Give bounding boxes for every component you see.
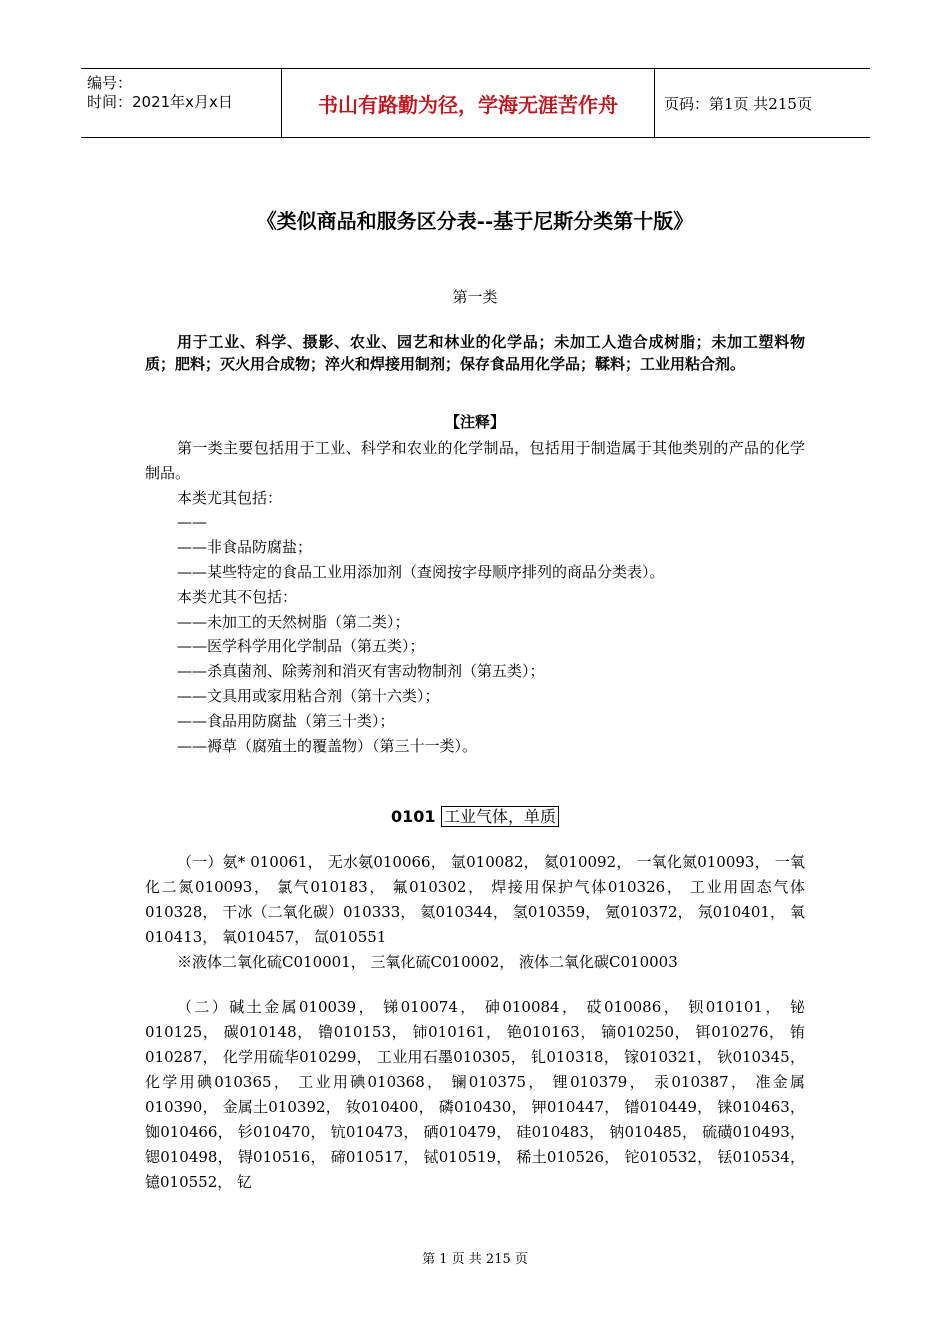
exclude-item: ——未加工的天然树脂（第二类）；: [177, 612, 410, 631]
notes-intro: 第一类主要包括用于工业、科学和农业的化学制品，包括用于制造属于其他类别的产品的化学制品。: [145, 439, 805, 482]
group-1-note: ※液体二氧化硫C010001， 三氧化硫C010002， 液体二氧化碳C010003: [177, 953, 678, 971]
include-item: ——非食品防腐盐；: [177, 538, 313, 557]
include-item: ——某些特定的食品工业用添加剂（查阅按字母顺序排列的商品分类表）。: [177, 562, 665, 581]
page-footer: 第 1 页 共 215 页: [422, 1252, 528, 1267]
section-heading: [0, 804, 950, 827]
exclude-item: ——食品用防腐盐（第三十类）；: [177, 711, 395, 730]
excludes-label: 本类尤其不包括：: [177, 587, 298, 606]
section-code: 0101: [390, 807, 436, 826]
group-2: [145, 995, 805, 1195]
section-name: 工业气体，单质: [441, 806, 559, 827]
number-label: 编号：: [87, 74, 133, 92]
page-header: [81, 68, 870, 138]
header-motto: 书山有路勤为径，学海无涯苦作舟: [281, 69, 655, 137]
exclude-item: ——医学科学用化学制品（第五类）；: [177, 637, 425, 656]
notes-heading: 【注释】: [444, 413, 505, 431]
date-label: 时间：2021年x月x日: [87, 93, 233, 111]
group-2-text: （二）碱土金属010039， 锑010074， 砷010084， 砹010086， 钡010101， 铋010125， 碳010148， 镥010153， 铈010161， 铯010163， 镝010250， 铒010276， 铕010287， 化学用硫华010299， 工业用石墨010305， 钆010318， 镓010321， 钬010345， 化学用碘010365， 工业用碘010368， 镧010375， 锂010379， 汞010387， 准金属010390， 金属土010392， 钕010400， 磷010430， 钾010447， 镨010449， 铼010463， 铷010466， 钐010470， 钪010473， 硒010479， 硅010483， 钠010485， 硫磺010493， 锶010498， 锝010516， 碲010517， 铽010519， 稀土010526， 铊010532， 铥010534， 镱010552， 钇: [145, 998, 805, 1191]
class-description: 用于工业、科学、摄影、农业、园艺和林业的化学品；未加工人造合成树脂；未加工塑料物质；肥料；灭火用合成物；淬火和焊接用制剂；保存食品用化学品；鞣料；工业用粘合剂。: [145, 333, 805, 373]
document-title: 《类似商品和服务区分表--基于尼斯分类第十版》: [256, 209, 694, 233]
includes-label: 本类尤其包括：: [177, 488, 283, 507]
exclude-item: ——杀真菌剂、除莠剂和消灭有害动物制剂（第五类）；: [177, 662, 545, 681]
header-meta: [81, 69, 281, 137]
exclude-item: ——文具用或家用粘合剂（第十六类）；: [177, 686, 440, 705]
group-1: [145, 850, 805, 975]
notes-body: [145, 436, 805, 758]
class-heading: 第一类: [452, 288, 498, 306]
exclude-item: ——褥草（腐殖土的覆盖物）（第三十一类）。: [177, 736, 478, 755]
group-1-text: （一）氨* 010061， 无水氨010066， 氩010082， 氦010092， 一氧化氮010093， 一氧化二氮010093， 氯气010183， 氟010302， 焊接用保护气体010326， 工业用固态气体010328， 干冰（二氧化碳）010333， 氦010344， 氢010359， 氪010372， 氖010401， 氧010413， 氧010457， 氙010551: [145, 853, 805, 946]
include-item: ——: [177, 513, 207, 532]
header-page-info: 页码：第1页 共215页: [664, 94, 812, 113]
